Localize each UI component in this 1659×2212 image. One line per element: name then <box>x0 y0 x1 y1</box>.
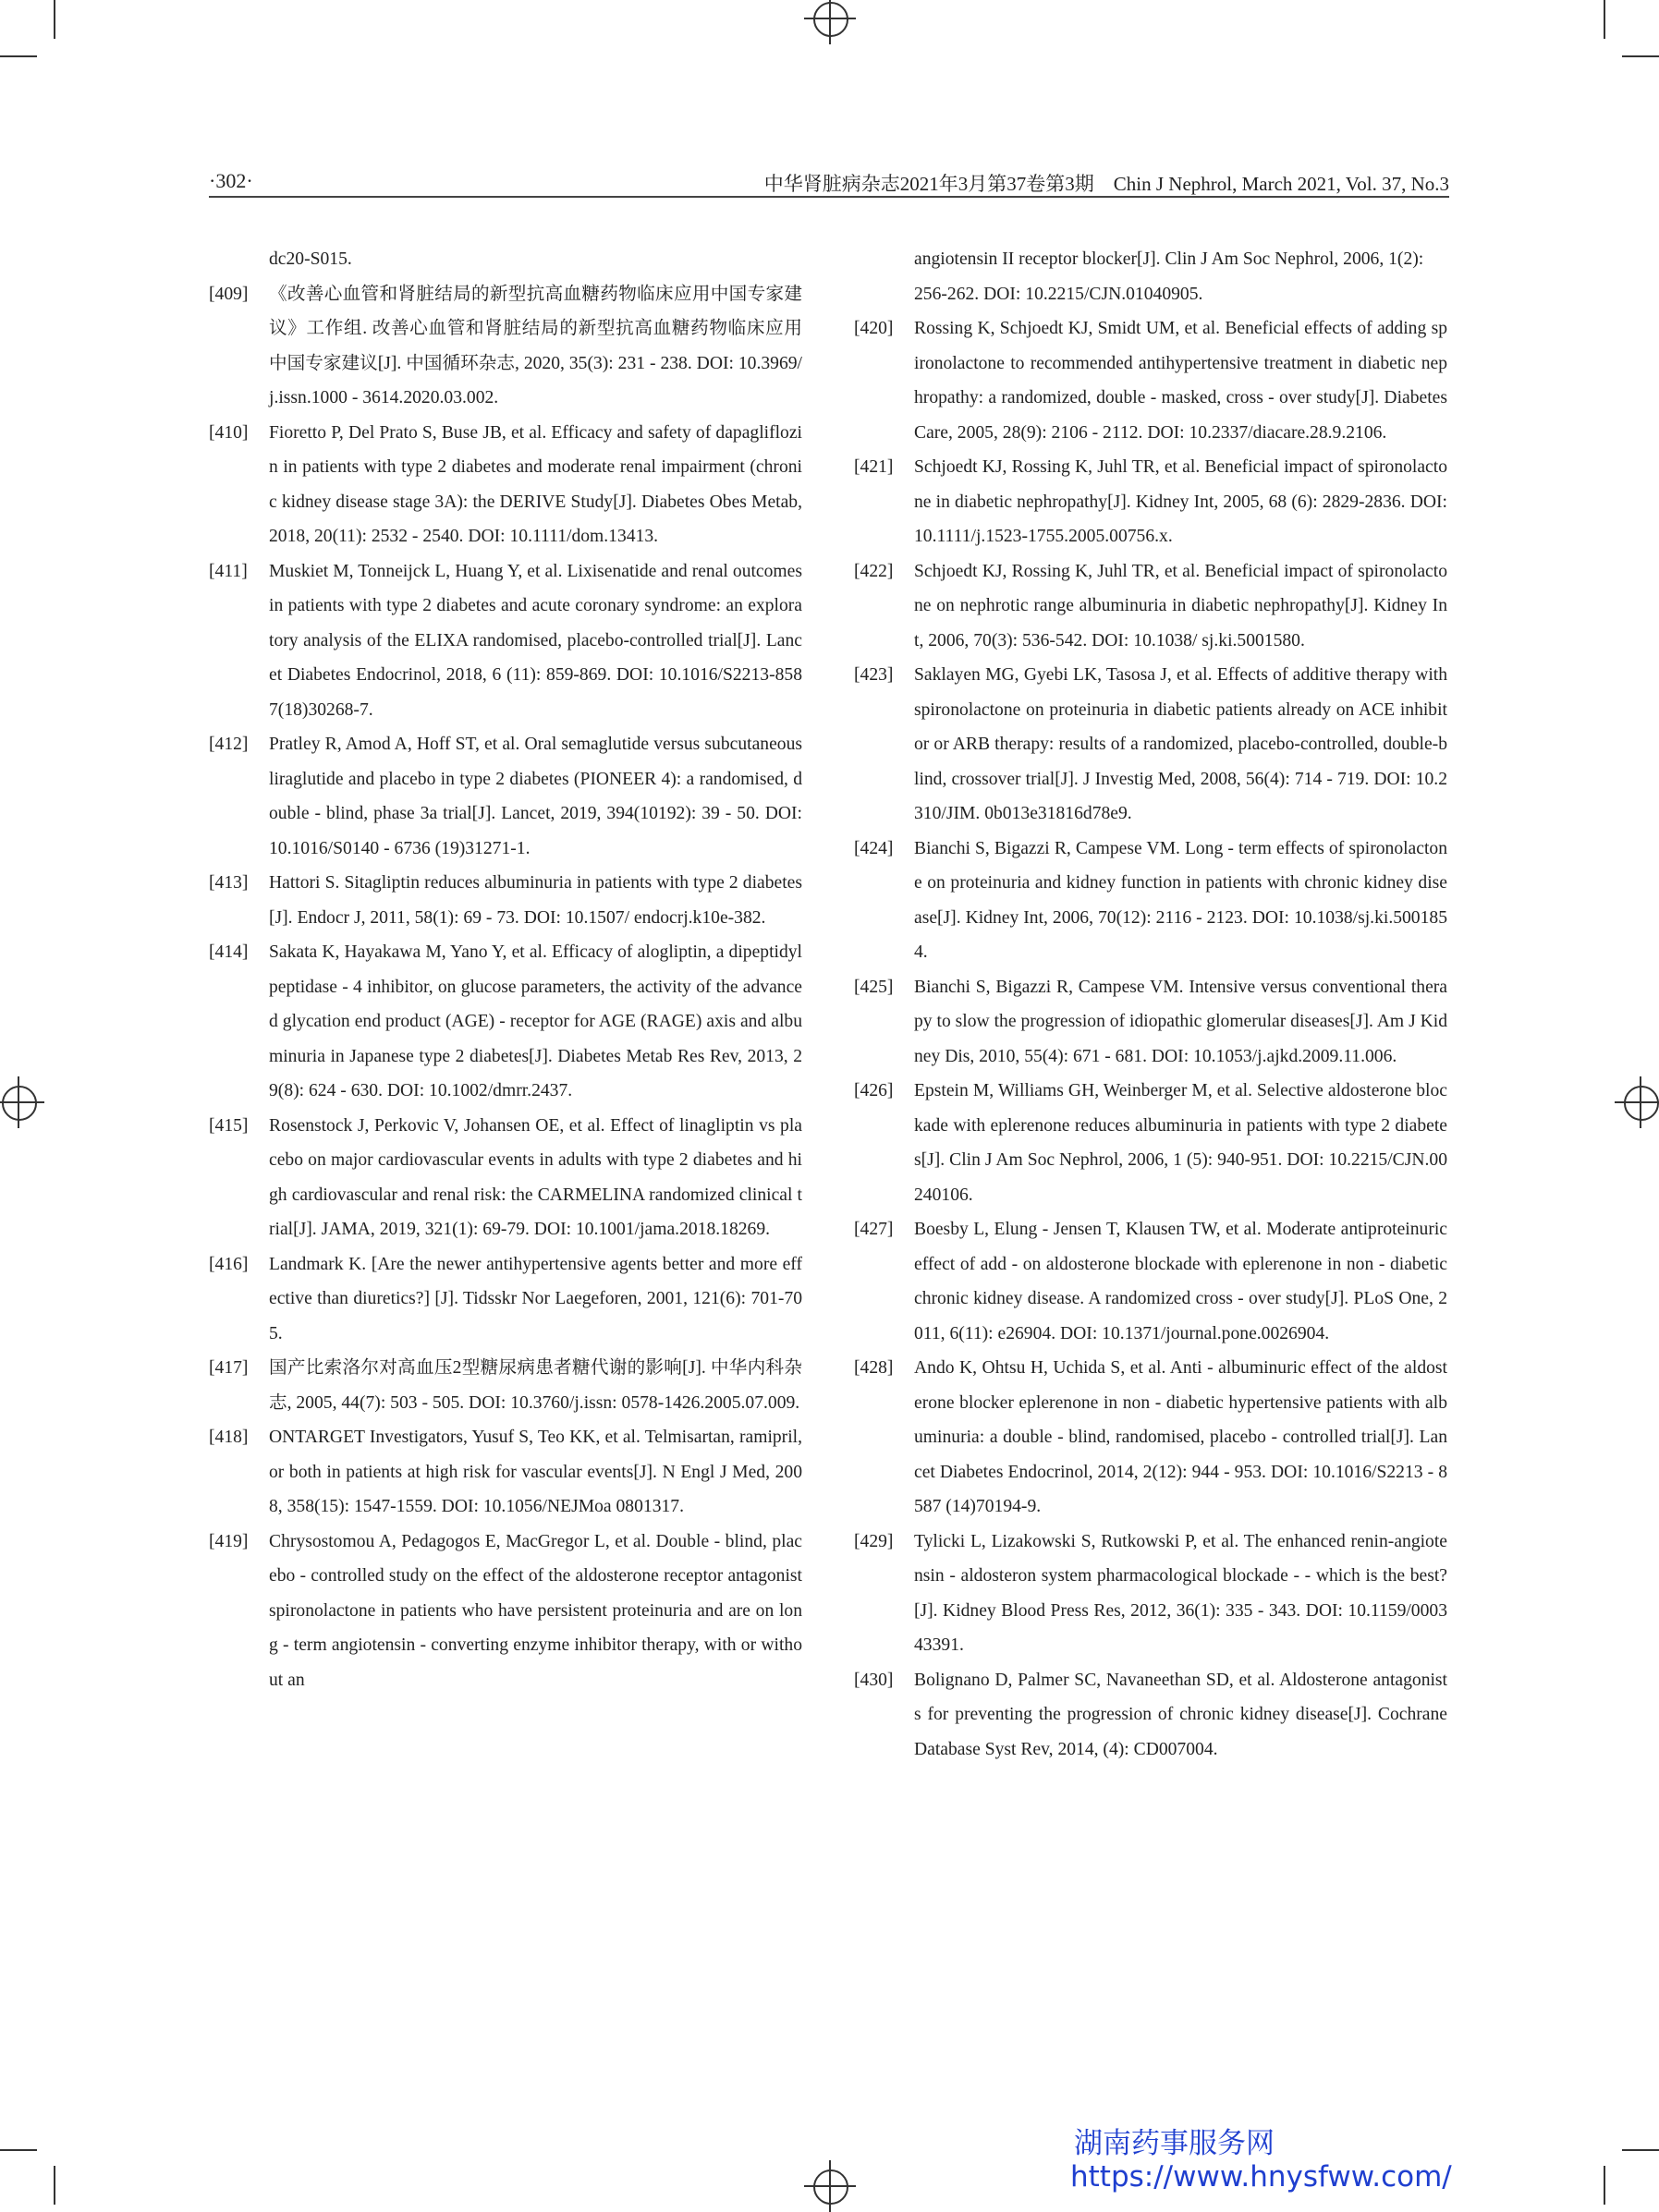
reference-text: ONTARGET Investigators, Yusuf S, Teo KK, et al. Telmisartan, ramipril, or both in patients at high risk for vascular events[J]. N Engl J Med, 2008, 358(15): 1547-1559. DOI: 10.1056/NEJMoa 0801317. <box>269 1428 802 1516</box>
reference-text: Bianchi S, Bigazzi R, Campese VM. Intensive versus conventional therapy to slow the progression of idiopathic glomerular diseases[J]. Am J Kidney Dis, 2010, 55(4): 671 - 681. DOI: 10.1053/j.ajkd.2009.11.006. <box>914 977 1447 1066</box>
reference-number: [412] <box>209 735 249 754</box>
reference-item <box>854 450 1447 554</box>
reference-item <box>209 277 802 416</box>
reference-text: Schjoedt KJ, Rossing K, Juhl TR, et al. Beneficial impact of spironolactone in diabetic nephropathy[J]. Kidney Int, 2005, 68 (6): 2829-2836. DOI: 10.1111/j.1523-1755.2005.00756.x. <box>914 457 1447 546</box>
reference-continuation: dc20-S015. <box>269 249 352 269</box>
crop-mark <box>0 55 37 57</box>
reference-number: [418] <box>209 1428 249 1447</box>
reference-item <box>209 416 802 554</box>
reference-text: Hattori S. Sitagliptin reduces albuminuria in patients with type 2 diabetes[J]. Endocr J, 2011, 58(1): 69 - 73. DOI: 10.1507/ endocrj.k10e-382. <box>269 873 802 928</box>
reference-item <box>854 832 1447 970</box>
reference-number: [425] <box>854 977 894 997</box>
reference-text: Tylicki L, Lizakowski S, Rutkowski P, et al. The enhanced renin-angiotensin - aldosteron system pharmacological blockade - - which is the best?[J]. Kidney Blood Press Res, 2012, 36(1): 335 - 343. DOI: 10.1159/000343391. <box>914 1531 1447 1655</box>
reference-item <box>209 866 802 935</box>
header-rule <box>209 196 1449 198</box>
reference-text: Fioretto P, Del Prato S, Buse JB, et al. Efficacy and safety of dapagliflozin in patients with type 2 diabetes and moderate renal impairment (chronic kidney disease stage 3A): the DERIVE Study[J]. Diabetes Obes Metab, 2018, 20(11): 2532 - 2540. DOI: 10.1111/dom.13413. <box>269 422 802 546</box>
reference-text: Chrysostomou A, Pedagogos E, MacGregor L, et al. Double - blind, placebo - controlled study on the effect of the aldosterone receptor antagonist spironolactone in patients who have persistent proteinuria and are on long - term angiotensin - converting enzyme inhibitor therapy, with or without an <box>269 1531 802 1690</box>
reference-item <box>209 1420 802 1525</box>
page-number: ·302· <box>209 169 253 192</box>
reference-text: 国产比索洛尔对高血压2型糖尿病患者糖代谢的影响[J]. 中华内科杂志, 2005, 44(7): 503 - 505. DOI: 10.3760/j.issn: 0578-1426.2005.07.009. <box>269 1358 802 1413</box>
reference-number: [423] <box>854 665 894 685</box>
reference-number: [411] <box>209 561 248 581</box>
registration-mark-left <box>0 1076 44 1128</box>
crop-mark <box>1622 55 1659 57</box>
reference-item <box>854 1351 1447 1525</box>
reference-number: [430] <box>854 1670 894 1690</box>
reference-item <box>209 1351 802 1420</box>
registration-mark-top <box>804 0 856 44</box>
crop-mark <box>54 2166 55 2205</box>
registration-mark-right <box>1615 1076 1659 1128</box>
reference-text: Muskiet M, Tonneijck L, Huang Y, et al. Lixisenatide and renal outcomes in patients with type 2 diabetes and acute coronary syndrome: an exploratory analysis of the ELIXA randomised, placebo-controlled trial[J]. Lancet Diabetes Endocrinol, 2018, 6 (11): 859-869. DOI: 10.1016/S2213-8587(18)30268-7. <box>269 561 802 720</box>
reference-column-right <box>854 242 1447 1767</box>
reference-number: [422] <box>854 561 894 581</box>
watermark-url[interactable]: https://www.hnysfww.com/ <box>1070 2160 1452 2194</box>
reference-number: [414] <box>209 942 249 962</box>
reference-number: [415] <box>209 1115 249 1136</box>
reference-continuation: angiotensin II receptor blocker[J]. Clin J Am Soc Nephrol, 2006, 1(2): 256-262. DOI: 10.2215/CJN.01040905. <box>914 249 1424 304</box>
reference-text: Rosenstock J, Perkovic V, Johansen OE, et al. Effect of linagliptin vs placebo on major cardiovascular events in adults with type 2 diabetes and high cardiovascular and renal risk: the CARMELINA randomized clinical trial[J]. JAMA, 2019, 321(1): 69-79. DOI: 10.1001/jama.2018.18269. <box>269 1115 802 1239</box>
reference-number: [416] <box>209 1254 249 1274</box>
reference-item <box>209 935 802 1109</box>
reference-text: Epstein M, Williams GH, Weinberger M, et al. Selective aldosterone blockade with eplerenone reduces albuminuria in patients with type 2 diabetes[J]. Clin J Am Soc Nephrol, 2006, 1 (5): 940-951. DOI: 10.2215/CJN.00240106. <box>914 1081 1447 1205</box>
reference-item <box>854 1074 1447 1212</box>
reference-item <box>854 311 1447 450</box>
reference-text: 《改善心血管和肾脏结局的新型抗高血糖药物临床应用中国专家建议》工作组. 改善心血管和肾脏结局的新型抗高血糖药物临床应用中国专家建议[J]. 中国循环杂志, 2020, 35(3): 231 - 238. DOI: 10.3969/j.issn.1000 - 3614.2020.03.002. <box>269 284 802 407</box>
reference-number: [420] <box>854 319 894 338</box>
reference-item <box>854 1525 1447 1663</box>
reference-item <box>209 1525 802 1698</box>
reference-column-left <box>209 242 802 1697</box>
reference-text: Rossing K, Schjoedt KJ, Smidt UM, et al. Beneficial effects of adding spironolactone to recommended antihypertensive treatment in diabetic nephropathy: a randomized, double - masked, cross - over study[J]. Diabetes Care, 2005, 28(9): 2106 - 2112. DOI: 10.2337/diacare.28.9.2106. <box>914 319 1447 443</box>
reference-text: Pratley R, Amod A, Hoff ST, et al. Oral semaglutide versus subcutaneous liraglutide and placebo in type 2 diabetes (PIONEER 4): a randomised, double - blind, phase 3a trial[J]. Lancet, 2019, 394(10192): 39 - 50. DOI: 10.1016/S0140 - 6736 (19)31271-1. <box>269 735 802 858</box>
reference-item <box>854 970 1447 1075</box>
reference-item <box>209 1247 802 1352</box>
page-header <box>209 169 1449 197</box>
reference-item <box>209 554 802 728</box>
reference-text: Bianchi S, Bigazzi R, Campese VM. Long - term effects of spironolactone on proteinuria and kidney function in patients with chronic kidney disease[J]. Kidney Int, 2006, 70(12): 2116 - 2123. DOI: 10.1038/sj.ki.5001854. <box>914 838 1447 962</box>
reference-item <box>854 1663 1447 1768</box>
reference-text: Bolignano D, Palmer SC, Navaneethan SD, et al. Aldosterone antagonists for preventing the progression of chronic kidney disease[J]. Cochrane Database Syst Rev, 2014, (4): CD007004. <box>914 1670 1447 1759</box>
reference-item <box>854 554 1447 659</box>
reference-number: [426] <box>854 1081 894 1100</box>
reference-text: Ando K, Ohtsu H, Uchida S, et al. Anti - albuminuric effect of the aldosterone blocker eplerenone in non - diabetic hypertensive patients with albuminuria: a double - blind, randomised, placebo - controlled trial[J]. Lancet Diabetes Endocrinol, 2014, 2(12): 944 - 953. DOI: 10.1016/S2213 - 8587 (14)70194-9. <box>914 1358 1447 1516</box>
crop-mark <box>54 0 55 39</box>
reference-number: [427] <box>854 1220 894 1239</box>
site-watermark <box>1070 2127 1452 2194</box>
crop-mark <box>0 2149 37 2151</box>
crop-mark <box>1622 2149 1659 2151</box>
reference-text: Boesby L, Elung - Jensen T, Klausen TW, et al. Moderate antiproteinuric effect of add - on aldosterone blockade with eplerenone in non - diabetic chronic kidney disease. A randomized cross - over study[J]. PLoS One, 2011, 6(11): e26904. DOI: 10.1371/journal.pone.0026904. <box>914 1220 1447 1343</box>
reference-number: [413] <box>209 873 249 893</box>
reference-number: [419] <box>209 1531 249 1551</box>
watermark-site-name: 湖南药事服务网 <box>1074 2127 1275 2160</box>
crop-mark <box>1604 0 1605 39</box>
reference-number: [410] <box>209 422 249 443</box>
reference-number: [429] <box>854 1531 894 1551</box>
reference-number: [409] <box>209 284 249 304</box>
reference-item <box>854 658 1447 832</box>
reference-number: [428] <box>854 1358 894 1378</box>
reference-number: [421] <box>854 457 894 477</box>
reference-text: Landmark K. [Are the newer antihypertensive agents better and more effective than diuretics?] [J]. Tidsskr Nor Laegeforen, 2001, 121(6): 701-705. <box>269 1254 802 1343</box>
reference-text: Saklayen MG, Gyebi LK, Tasosa J, et al. Effects of additive therapy with spironolactone on proteinuria in diabetic patients already on ACE inhibitor or ARB therapy: results of a randomized, placebo-controlled, double-blind, crossover trial[J]. J Investig Med, 2008, 56(4): 714 - 719. DOI: 10.2310/JIM. 0b013e31816d78e9. <box>914 665 1447 823</box>
reference-text: Schjoedt KJ, Rossing K, Juhl TR, et al. Beneficial impact of spironolactone on nephrotic range albuminuria in diabetic nephropathy[J]. Kidney Int, 2006, 70(3): 536-542. DOI: 10.1038/ sj.ki.5001580. <box>914 561 1447 650</box>
reference-number: [424] <box>854 838 894 858</box>
reference-item <box>209 1109 802 1247</box>
reference-item <box>209 727 802 866</box>
crop-mark <box>1604 2166 1605 2205</box>
reference-number: [417] <box>209 1358 249 1378</box>
reference-item <box>854 1212 1447 1351</box>
journal-citation: 中华肾脏病杂志2021年3月第37卷第3期 Chin J Nephrol, March 2021, Vol. 37, No.3 <box>763 173 1449 195</box>
reference-text: Sakata K, Hayakawa M, Yano Y, et al. Efficacy of alogliptin, a dipeptidyl peptidase - 4 inhibitor, on glucose parameters, the activity of the advanced glycation end product (AGE) - receptor for AGE (RAGE) axis and albuminuria in Japanese type 2 diabetes[J]. Diabetes Metab Res Rev, 2013, 29(8): 624 - 630. DOI: 10.1002/dmrr.2437. <box>269 942 802 1100</box>
